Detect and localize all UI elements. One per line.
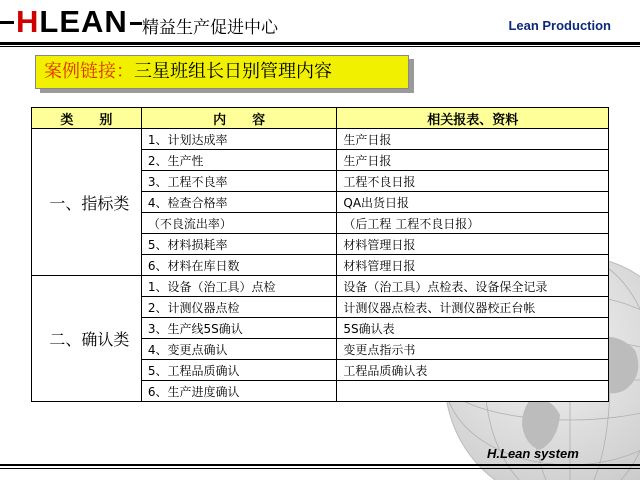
header-category: 类 别 xyxy=(32,108,142,129)
footer-rule xyxy=(0,464,640,466)
item-cell: （不良流出率） xyxy=(141,213,337,234)
title-label: 案例链接： xyxy=(44,61,134,82)
item-cell: 4、变更点确认 xyxy=(141,339,337,360)
report-cell: 生产日报 xyxy=(337,150,609,171)
org-name: 精益生产促进中心 xyxy=(142,18,278,38)
table-row xyxy=(32,276,609,297)
category-confirmation: 二、确认类 xyxy=(32,276,142,402)
item-cell: 2、计测仪器点检 xyxy=(141,297,337,318)
header-rule-thin xyxy=(0,46,640,47)
report-cell: 生产日报 xyxy=(337,129,609,150)
item-cell: 5、工程品质确认 xyxy=(141,360,337,381)
table-row xyxy=(32,129,609,150)
report-cell: 设备（治工具）点检表、设备保全记录 xyxy=(337,276,609,297)
item-cell: 2、生产性 xyxy=(141,150,337,171)
item-cell: 5、材料损耗率 xyxy=(141,234,337,255)
brand-label: Lean Production xyxy=(508,18,611,33)
report-cell: 变更点指示书 xyxy=(337,339,609,360)
report-cell: 计测仪器点检表、计测仪器校正台帐 xyxy=(337,297,609,318)
header-reports: 相关报表、资料 xyxy=(337,108,609,129)
management-table xyxy=(31,107,609,402)
header-rule xyxy=(0,42,640,45)
category-indicators: 一、指标类 xyxy=(32,129,142,276)
logo-h: H xyxy=(16,4,40,39)
logo xyxy=(16,6,144,38)
report-cell: （后工程 工程不良日报） xyxy=(337,213,609,234)
footer-brand: H.Lean system xyxy=(487,446,579,461)
logo-dash xyxy=(130,22,142,25)
report-cell: QA出货日报 xyxy=(337,192,609,213)
logo-left-line xyxy=(0,21,14,24)
footer-rule-thin xyxy=(0,468,640,469)
table-header-row xyxy=(32,108,609,129)
slide-title xyxy=(35,55,409,89)
item-cell: 3、生产线5S确认 xyxy=(141,318,337,339)
item-cell: 3、工程不良率 xyxy=(141,171,337,192)
logo-lean: LEAN xyxy=(39,4,128,39)
report-cell: 材料管理日报 xyxy=(337,255,609,276)
report-cell: 工程品质确认表 xyxy=(337,360,609,381)
item-cell: 1、计划达成率 xyxy=(141,129,337,150)
item-cell: 6、生产进度确认 xyxy=(141,381,337,402)
report-cell xyxy=(337,381,609,402)
item-cell: 1、设备（治工具）点检 xyxy=(141,276,337,297)
report-cell: 工程不良日报 xyxy=(337,171,609,192)
header-content: 内 容 xyxy=(141,108,337,129)
item-cell: 4、检查合格率 xyxy=(141,192,337,213)
item-cell: 6、材料在库日数 xyxy=(141,255,337,276)
report-cell: 材料管理日报 xyxy=(337,234,609,255)
title-text: 三星班组长日别管理内容 xyxy=(134,61,332,82)
report-cell: 5S确认表 xyxy=(337,318,609,339)
